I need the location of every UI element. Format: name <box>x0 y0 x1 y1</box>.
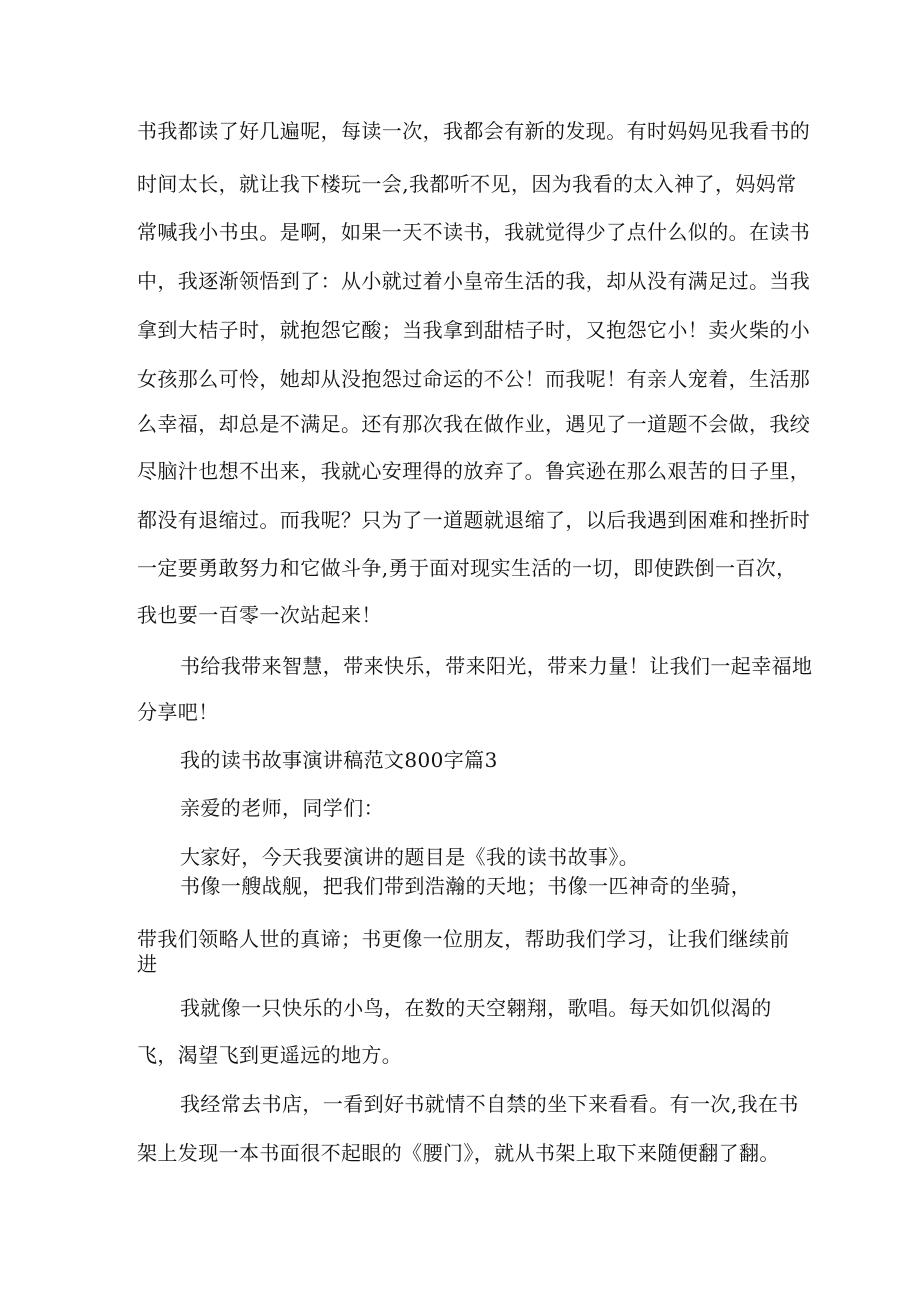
paragraph-line: 我也要一百零一次站起来！ <box>137 603 382 627</box>
paragraph-line: 分享吧！ <box>137 700 219 724</box>
salutation: 亲爱的老师，同学们： <box>180 796 384 820</box>
paragraph-line: 架上发现一本书面很不起眼的《腰门》，就从书架上取下来随便翻了翻。 <box>137 1141 780 1165</box>
paragraph-line: 进 <box>137 952 158 976</box>
paragraph-line: 女孩那么可怜，她却从没抱怨过命运的不公！而我呢！有亲人宠着，生活那 <box>137 367 811 391</box>
paragraph-line: 书像一艘战舰，把我们带到浩瀚的天地；书像一匹神奇的坐骑， <box>180 874 752 898</box>
paragraph-line: 带我们领略人世的真谛；书更像一位朋友，帮助我们学习，让我们继续前 <box>137 927 790 951</box>
paragraph-line: 常喊我小书虫。是啊，如果一天不读书，我就觉得少了点什么似的。在读书 <box>137 220 811 244</box>
paragraph-line: 拿到大桔子时，就抱怨它酸；当我拿到甜桔子时，又抱怨它小！卖火柴的小 <box>137 318 811 342</box>
paragraph-line: 我经常去书店，一看到好书就情不自禁的坐下来看看。有一次,我在书 <box>180 1092 799 1116</box>
paragraph-line: 大家好，今天我要演讲的题目是《我的读书故事》。 <box>180 845 640 869</box>
paragraph-line: 么幸福，却总是不满足。还有那次我在做作业，遇见了一道题不会做，我绞 <box>137 412 811 436</box>
paragraph-line: 一定要勇敢努力和它做斗争,勇于面对现实生活的一切，即使跌倒一百次， <box>137 556 797 580</box>
paragraph-line: 书我都读了好几遍呢，每读一次，我都会有新的发现。有时妈妈见我看书的 <box>137 119 811 143</box>
paragraph-line: 书给我带来智慧，带来快乐，带来阳光，带来力量！让我们一起幸福地 <box>180 654 813 678</box>
paragraph-line: 飞，渴望飞到更遥远的地方。 <box>137 1043 403 1067</box>
paragraph-line: 尽脑汁也想不出来，我就心安理得的放弃了。鲁宾逊在那么艰苦的日子里， <box>137 459 811 483</box>
paragraph-line: 中，我逐渐领悟到了：从小就过着小皇帝生活的我，却从没有满足过。当我 <box>137 269 811 293</box>
paragraph-line: 都没有退缩过。而我呢？只为了一道题就退缩了，以后我遇到困难和挫折时 <box>137 508 811 532</box>
paragraph-line: 我就像一只快乐的小鸟，在数的天空翱翔，歌唱。每天如饥似渴的 <box>180 996 772 1020</box>
paragraph-line: 时间太长，就让我下楼玩一会,我都听不见，因为我看的太入神了，妈妈常 <box>137 172 797 196</box>
section-heading: 我的读书故事演讲稿范文800字篇3 <box>180 748 498 772</box>
